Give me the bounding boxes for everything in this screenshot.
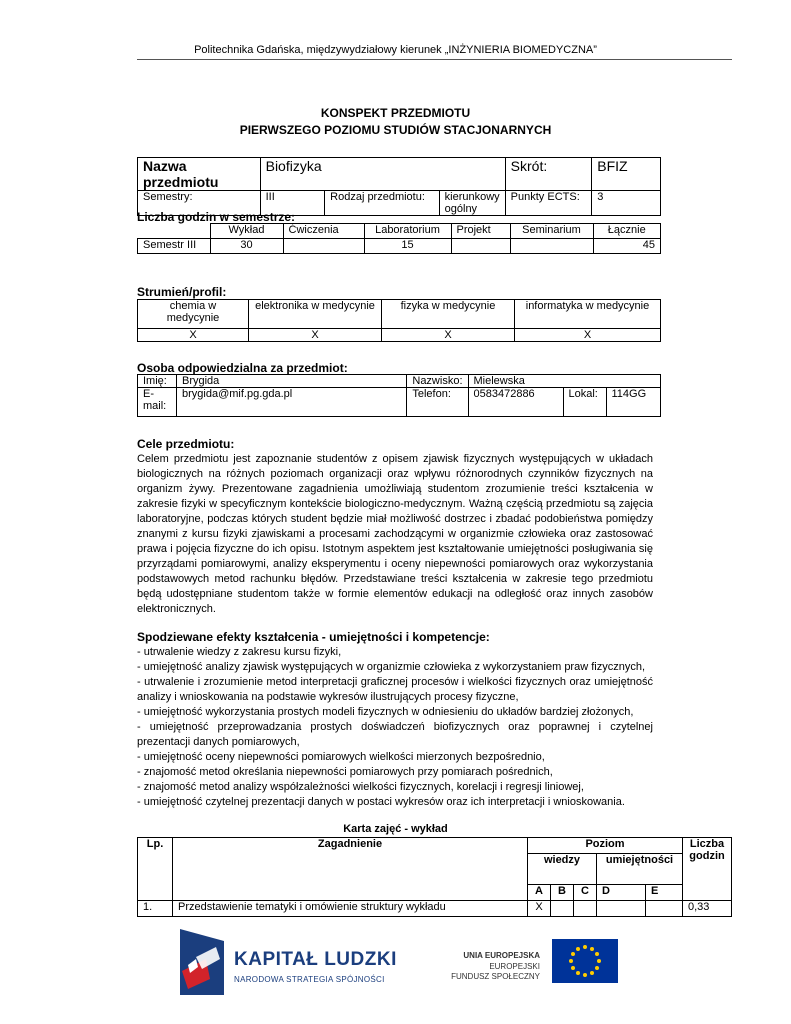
card-level-d: D [597,885,646,901]
effect-item: - umiejętność oceny niepewności pomiarowych wielkości mierzonych bezpośrednio, [137,751,545,763]
phone-value: 0583472886 [468,388,563,417]
stream-mark-chemistry: X [138,329,249,342]
hours-header-project: Projekt [451,224,510,239]
hours-corner-cell [138,224,211,239]
effect-item: - utrwalenie i zrozumienie metod interpretacji graficznej procesów i wielkości fizycznych oraz umiejętność analizy i wnioskowania na podstawie wykresów ilustrujących procesy fizyczne, [137,676,653,703]
card-header-hours: Liczba godzin [683,838,732,901]
card-row-mark-b [551,901,574,917]
header-divider [137,59,732,60]
card-row-mark-e [646,901,683,917]
document-subtitle: PIERWSZEGO POZIOMU STUDIÓW STACJONARNYCH [239,123,552,137]
hours-header-total: Łącznie [593,224,661,239]
card-row-lp: 1. [138,901,173,917]
eu-flag-icon [552,939,618,983]
semester-value: III [260,191,325,216]
person-section-title: Osoba odpowiedzialna za przedmiot: [137,361,348,375]
course-name-label: Nazwa przedmiotu [138,158,261,191]
card-level-b: B [551,885,574,901]
room-value: 114GG [606,388,661,417]
card-row-mark-c [574,901,597,917]
first-name-label: Imię: [138,375,177,388]
eu-line-2: EUROPEJSKI [489,962,540,971]
hours-lecture-value: 30 [210,239,283,254]
kapital-ludzki-logo-icon [180,929,224,995]
card-level-e: E [646,885,683,901]
effect-item: - umiejętność wykorzystania prostych modeli fizycznych w odniesieniu do układów bardziej złożonych, [137,706,634,718]
stream-section-title: Strumień/profil: [137,285,227,299]
hours-table [137,223,661,254]
card-row-topic: Przedstawienie tematyki i omówienie struktury wykładu [173,901,528,917]
stream-header-chemistry: chemia w medycynie [138,300,249,329]
eu-line-3: FUNDUSZ SPOŁECZNY [451,972,540,981]
eu-line-1: UNIA EUROPEJSKA [463,951,540,960]
semester-label: Semestry: [138,191,261,216]
hours-laboratory-value: 15 [364,239,451,254]
hours-exercises-value [283,239,364,254]
first-name-value: Brygida [177,375,407,388]
card-header-level: Poziom [528,838,683,854]
document-title: KONSPEKT PRZEDMIOTU [320,106,471,120]
table-row [138,901,732,917]
effect-item: - umiejętność czytelnej prezentacji danych w postaci wykresów oraz ich interpretacji i wnioskowania. [137,796,625,808]
stream-header-informatics: informatyka w medycynie [515,300,661,329]
email-value[interactable]: brygida@mif.pg.gda.pl [177,388,407,417]
ects-value: 3 [592,191,661,216]
goals-text: Celem przedmiotu jest zapoznanie studentów z opisem zjawisk fizycznych występujących w układach biologicznych na różnych poziomach organizacji oraz wpływu różnorodnych czynników fizycznych na organizm żywy. Prezentowane zagadnienia umożliwiają studentom zrozumienie treści kształcenia w zakresie fizyki w specyficznym kontekście biologiczno-medycznym. Ważną częścią przedmiotu są zajęcia laboratoryjne, podczas których student będzie miał możliwość dostrzec i zbadać podobieństwa pomiędzy znanymi z kursu fizyki zjawiskami a procesami zachodzącymi w organizmie człowieka oraz zastosować prawa i pojęcia fizyczne do ich opisu. Istotnym aspektem jest kształtowanie umiejętności posługiwania się przyrządami pomiarowymi, analizy eksperymentu i oceny niepewności pomiarowych oraz wykorzystania podstawowych metod rachunku błędów. Przedstawiane treści kształcenia w zakresie tego przedmiotu będą udostępniane studentom także w formie elementów edukacji na odległość oraz innych zasobów elektronicznych. [137,453,653,615]
card-header-topic: Zagadnienie [173,838,528,901]
stream-mark-informatics: X [515,329,661,342]
kapital-ludzki-subtitle: NARODOWA STRATEGIA SPÓJNOŚCI [234,975,385,984]
effect-item: - umiejętność analizy zjawisk występujących w organizmie człowieka z wykorzystaniem praw fizycznych, [137,661,646,673]
stream-header-electronics: elektronika w medycynie [249,300,382,329]
card-level-c: C [574,885,597,901]
hours-header-laboratory: Laboratorium [364,224,451,239]
hours-total-value: 45 [593,239,661,254]
effect-item: - utrwalenie wiedzy z zakresu kursu fizyki, [137,646,342,658]
hours-project-value [451,239,510,254]
card-header-skills: umiejętności [597,854,683,885]
stream-mark-physics: X [382,329,515,342]
kapital-ludzki-title: KAPITAŁ LUDZKI [234,949,397,970]
course-info-table [137,157,661,216]
person-table [137,374,661,417]
lecture-card-table [137,837,732,917]
card-row-mark-d [597,901,646,917]
stream-table [137,299,661,342]
goals-section-title: Cele przedmiotu: [137,437,235,451]
course-type-label: Rodzaj przedmiotu: [325,191,440,216]
hours-header-seminar: Seminarium [510,224,593,239]
card-row-hours: 0,33 [683,901,732,917]
hours-seminar-value [510,239,593,254]
phone-label: Telefon: [407,388,468,417]
footer-logos [0,925,791,1024]
effect-item: - znajomość metod analizy współzależności wielkości fizycznych, korelacji i regresji liniowej, [137,781,584,793]
hours-header-lecture: Wykład [210,224,283,239]
email-label: E-mail: [138,388,177,417]
course-type-value: kierunkowy ogólny [439,191,505,216]
short-value: BFIZ [592,158,661,191]
hours-header-exercises: Ćwiczenia [283,224,364,239]
ects-label: Punkty ECTS: [505,191,592,216]
room-label: Lokal: [563,388,606,417]
course-name-value: Biofizyka [260,158,505,191]
last-name-label: Nazwisko: [407,375,468,388]
effect-item: - umiejętność przeprowadzania prostych doświadczeń biofizycznych oraz poprawnej i czytelnej prezentacji danych pomiarowych, [137,721,653,748]
hours-row-label: Semestr III [138,239,211,254]
short-label: Skrót: [505,158,592,191]
last-name-value: Mielewska [468,375,661,388]
stream-mark-electronics: X [249,329,382,342]
card-header-knowledge: wiedzy [528,854,597,885]
card-level-a: A [528,885,551,901]
effects-section-title: Spodziewane efekty kształcenia - umiejętności i kompetencje: [137,630,490,644]
card-header-lp: Lp. [138,838,173,901]
page-header: Politechnika Gdańska, międzywydziałowy kierunek „INŻYNIERIA BIOMEDYCZNA” [194,44,597,56]
effect-item: - znajomość metod określania niepewności pomiarowych przy pomiarach pośrednich, [137,766,553,778]
stream-header-physics: fizyka w medycynie [382,300,515,329]
lecture-card-title: Karta zajęć - wykład [343,823,448,835]
effects-list [137,645,653,810]
card-row-mark-a: X [528,901,551,917]
hours-section-title: Liczba godzin w semestrze: [137,210,296,224]
